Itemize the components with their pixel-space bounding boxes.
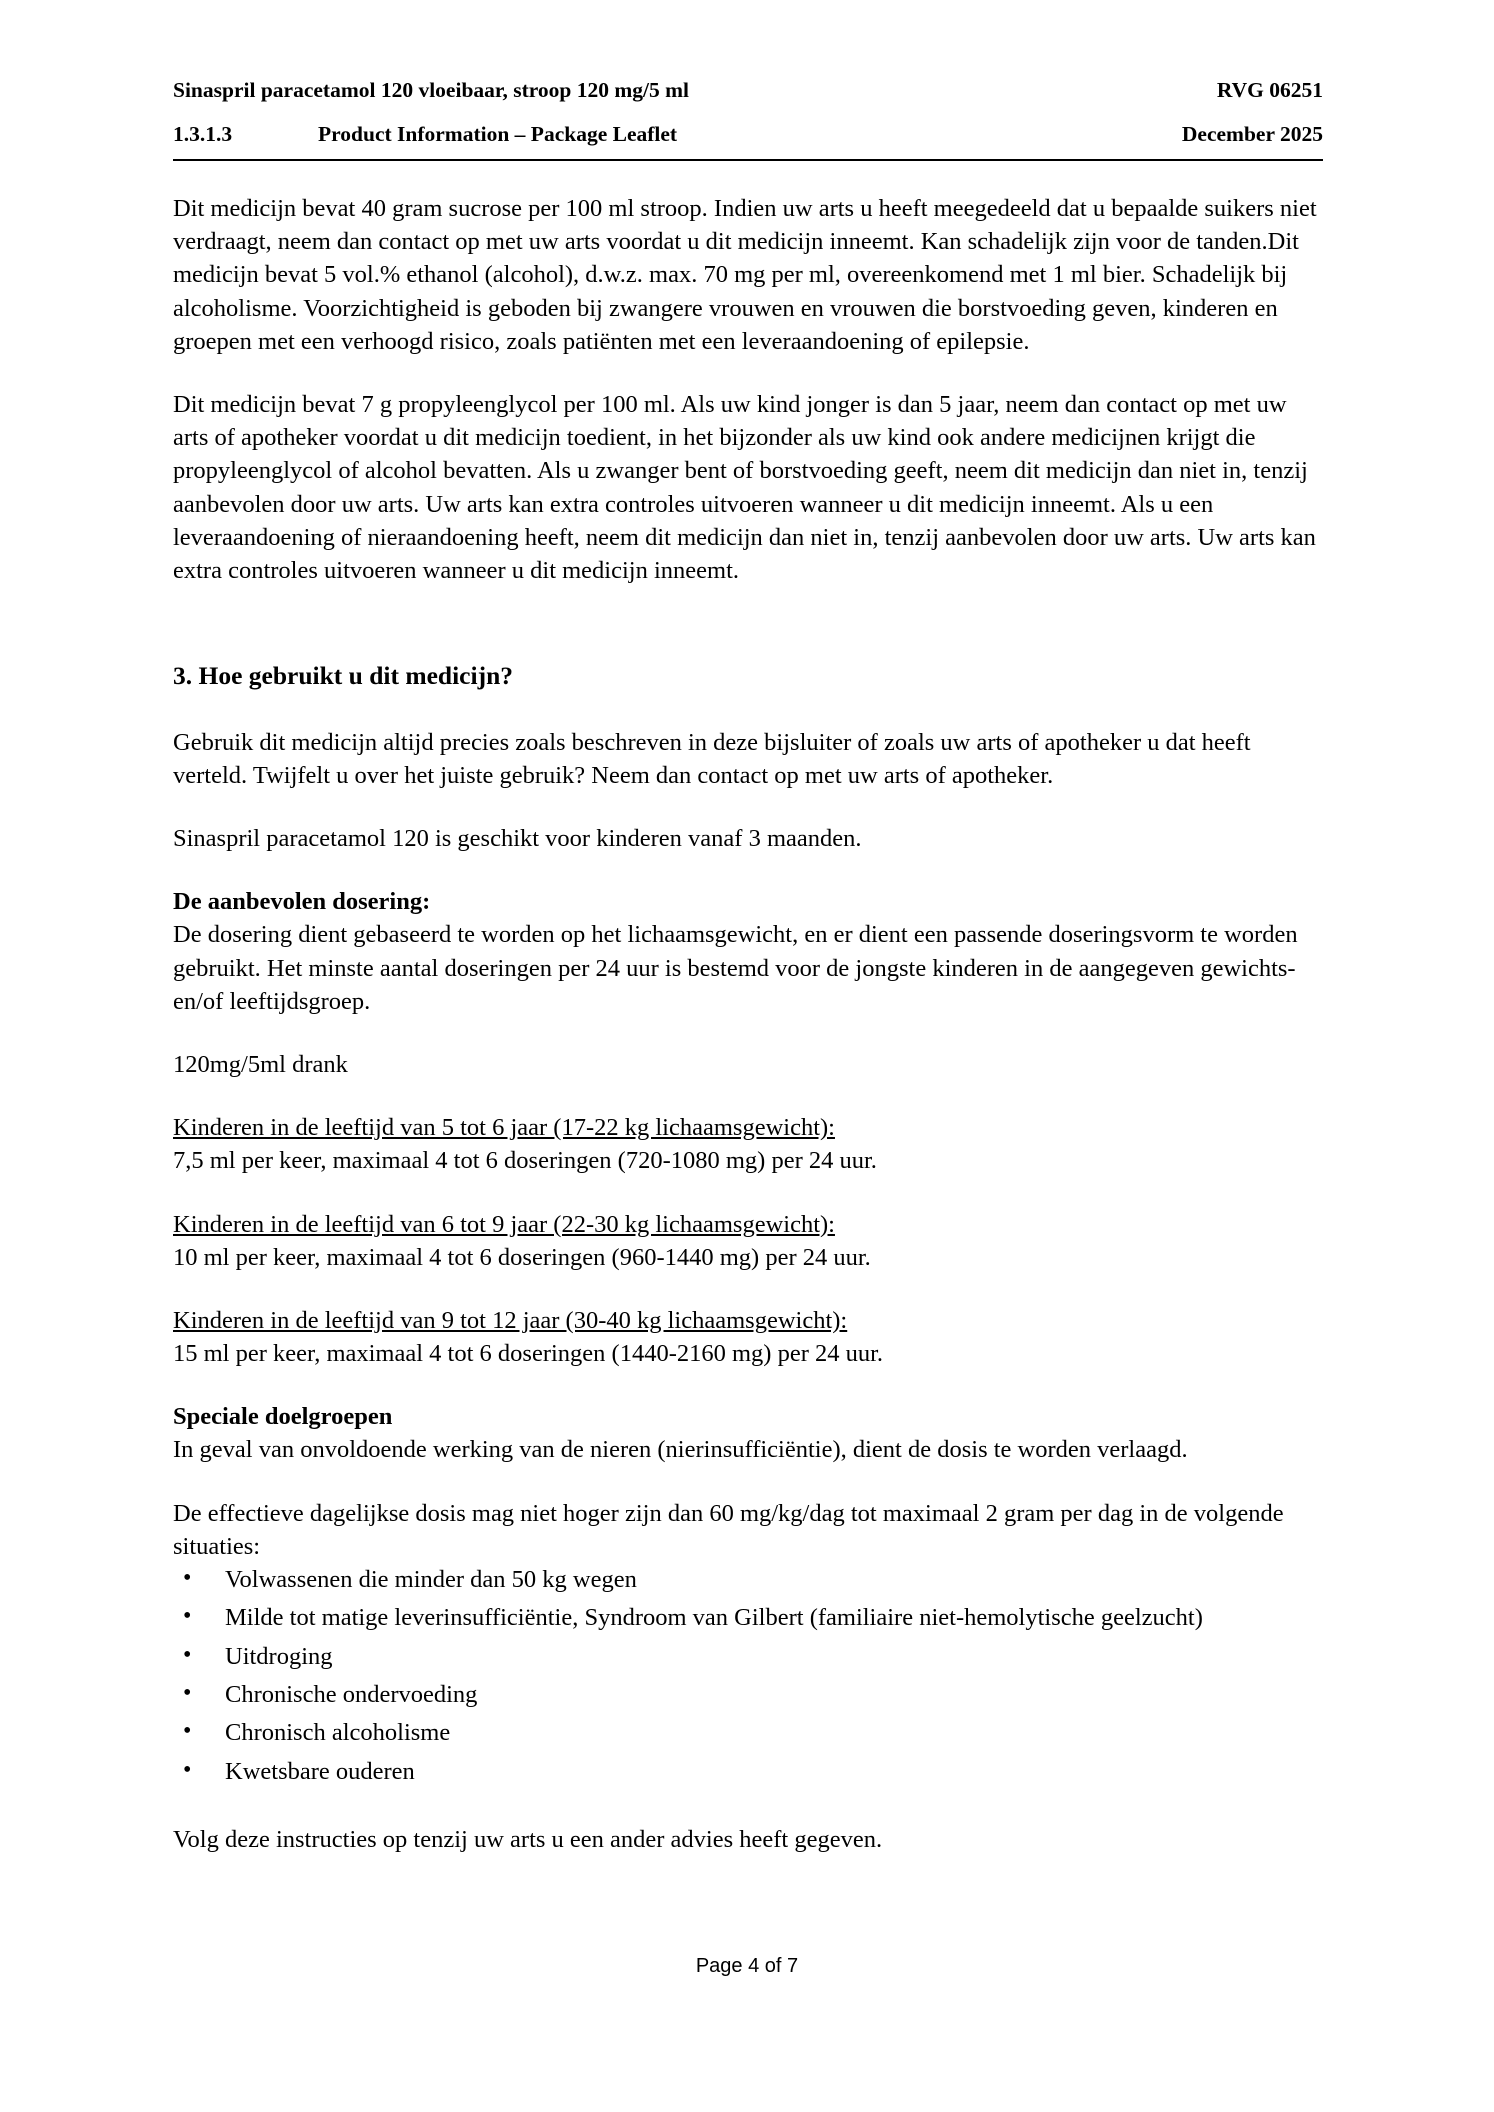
max-dose-list xyxy=(173,1563,1323,1788)
dosage-form-label: 120mg/5ml drank xyxy=(173,1050,348,1078)
dosing-group-dose: 15 ml per keer, maximaal 4 tot 6 doseringen (1440-2160 mg) per 24 uur. xyxy=(173,1340,884,1368)
header-row-title xyxy=(173,80,1323,102)
page-footer xyxy=(0,1955,1494,1978)
special-groups-text: In geval van onvoldoende werking van de nieren (nierinsufficiëntie), dient de dosis te worden verlaagd. xyxy=(173,1436,1188,1464)
page-content xyxy=(173,80,1323,1856)
spacer-before-section3 xyxy=(173,617,1323,661)
paragraph-sucrose: Dit medicijn bevat 40 gram sucrose per 100 ml stroop. Indien uw arts u heeft meegedeeld dat u bepaalde suikers niet verdraagt, neem dan contact op met uw arts voordat u dit medicijn inneemt. Kan schadelijk zijn voor de tanden.Dit medicijn bevat 5 vol.% ethanol (alcohol), d.w.z. max. 70 mg per ml, overeenkomend met 1 ml bier. Schadelijk bij alcoholisme. Voorzichtigheid is geboden bij zwangere vrouwen en vrouwen die borstvoeding geven, kinderen en groepen met een verhoogd risico, zoals patiënten met een leveraandoening of epilepsie. xyxy=(173,195,1317,355)
dosing-group-dose: 7,5 ml per keer, maximaal 4 tot 6 doseringen (720-1080 mg) per 24 uur. xyxy=(173,1147,877,1175)
spacer-before-closing xyxy=(173,1793,1323,1823)
section-number: 1.3.1.3 xyxy=(173,121,233,146)
header-left-section xyxy=(173,121,678,146)
list-item: • Chronisch alcoholisme xyxy=(173,1716,1323,1749)
paragraph-propyleenglycol: Dit medicijn bevat 7 g propyleenglycol per 100 ml. Als uw kind jonger is dan 5 jaar, neem dan contact op met uw arts of apotheker voordat u dit medicijn toedient, in het bijzonder als uw kind ook andere medicijnen krijgt die propyleenglycol of alcohol bevatten. Als u zwanger bent of borstvoeding geeft, neem dit medicijn dan niet in, tenzij aanbevolen door uw arts. Uw arts kan extra controles uitvoeren wanneer u dit medicijn inneemt. Als u een leveraandoening of nieraandoening heeft, neem dit medicijn dan niet in, tenzij aanbevolen door uw arts. Uw arts kan extra controles uitvoeren wanneer u dit medicijn inneemt. xyxy=(173,390,1316,584)
section-3-intro: Gebruik dit medicijn altijd precies zoals beschreven in deze bijsluiter of zoals uw arts of apotheker u dat heeft verteld. Twijfelt u over het juiste gebruik? Neem dan contact op met uw arts of apotheker. xyxy=(173,728,1251,789)
closing-instruction: Volg deze instructies op tenzij uw arts u een ander advies heeft gegeven. xyxy=(173,1825,883,1853)
list-item: • Milde tot matige leverinsufficiëntie, Syndroom van Gilbert (familiaire niet-hemolytische geelzucht) xyxy=(173,1601,1323,1634)
product-title: Sinaspril paracetamol 120 vloeibaar, stroop 120 mg/5 ml xyxy=(173,78,689,102)
page-number-label: Page 4 of 7 xyxy=(695,1955,799,1977)
dosing-group-title: Kinderen in de leeftijd van 5 tot 6 jaar (17-22 kg lichaamsgewicht): xyxy=(173,1114,835,1142)
header-row-section xyxy=(173,121,1323,146)
document-date: December 2025 xyxy=(1181,121,1323,146)
dosing-group-title: Kinderen in de leeftijd van 9 tot 12 jaar (30-40 kg lichaamsgewicht): xyxy=(173,1306,848,1334)
document-type: Product Information – Package Leaflet xyxy=(318,121,678,146)
dosing-group-dose: 10 ml per keer, maximaal 4 tot 6 doseringen (960-1440 mg) per 24 uur. xyxy=(173,1243,871,1271)
list-item: • Chronische ondervoeding xyxy=(173,1678,1323,1711)
list-item: • Uitdroging xyxy=(173,1640,1323,1673)
dosing-intro: De dosering dient gebaseerd te worden op het lichaamsgewicht, en er dient een passende doseringsvorm te worden gebruikt. Het minste aantal doseringen per 24 uur is bestemd voor de jongste kinderen in de aangegeven gewichts- en/of leeftijdsgroep. xyxy=(173,921,1298,1015)
dosing-heading: De aanbevolen dosering: xyxy=(173,888,431,916)
section-3-suitability: Sinaspril paracetamol 120 is geschikt voor kinderen vanaf 3 maanden. xyxy=(173,825,862,853)
dosing-group-title: Kinderen in de leeftijd van 6 tot 9 jaar (22-30 kg lichaamsgewicht): xyxy=(173,1210,835,1238)
section-3-heading: 3. Hoe gebruikt u dit medicijn? xyxy=(173,661,514,691)
list-item: • Kwetsbare ouderen xyxy=(173,1755,1323,1788)
list-item: • Volwassenen die minder dan 50 kg wegen xyxy=(173,1563,1323,1596)
special-groups-heading: Speciale doelgroepen xyxy=(173,1403,393,1431)
header-left-title xyxy=(173,80,689,102)
max-dose-text: De effectieve dagelijkse dosis mag niet hoger zijn dan 60 mg/kg/dag tot maximaal 2 gram per dag in de volgende situaties: xyxy=(173,1499,1284,1560)
document-header xyxy=(173,80,1323,161)
header-divider xyxy=(173,159,1323,161)
document-body xyxy=(173,192,1323,1856)
registration-number: RVG 06251 xyxy=(1216,78,1323,102)
